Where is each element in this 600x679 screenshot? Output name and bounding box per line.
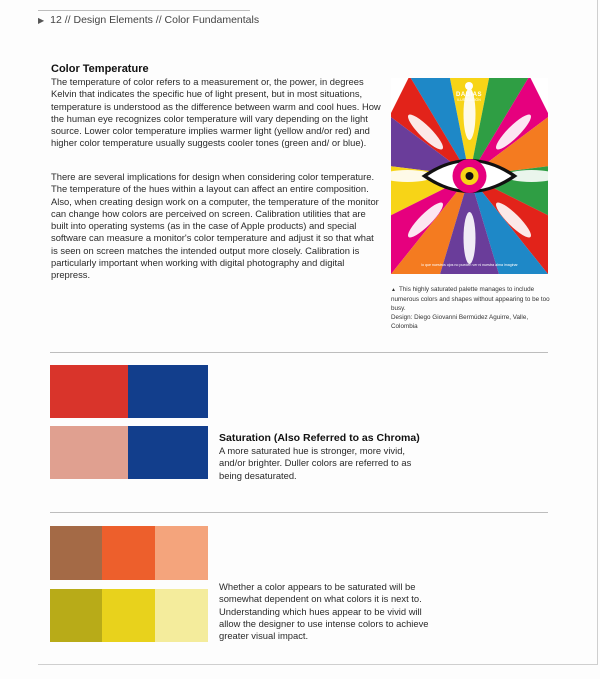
caption-text: This highly saturated palette manages to include numerous colors and shapes without appearing to be too busy. xyxy=(391,286,550,312)
color-temperature-paragraph-2 xyxy=(51,171,381,282)
saturation-text: A more saturated hue is stronger, more vivid, and/or brighter. Duller colors are referred to as being desaturated. xyxy=(219,445,412,481)
running-header xyxy=(38,14,259,26)
header-rule xyxy=(38,10,250,11)
poster-image xyxy=(391,78,548,274)
image-caption xyxy=(391,285,551,331)
context-text: Whether a color appears to be saturated will be somewhat dependent on what colors it is next to. Understanding which hues appear to be vivid will allow the designer to use intense colors to achieve greater visual impact. xyxy=(219,581,429,642)
section-divider xyxy=(50,352,548,353)
swatch-orange xyxy=(102,526,155,580)
swatch-olive xyxy=(50,589,102,642)
triangle-right-icon: ▶ xyxy=(38,16,45,25)
running-title: 12 // Design Elements // Color Fundamentals xyxy=(50,14,260,26)
poster-logo-word: DABIAS xyxy=(455,92,482,98)
logo-mark-icon xyxy=(465,82,473,90)
swatch-peach xyxy=(155,526,208,580)
swatch-saturated-blue xyxy=(128,365,208,418)
section-divider xyxy=(50,512,548,513)
color-temperature-paragraph-1 xyxy=(51,76,381,150)
color-temperature-heading: Color Temperature xyxy=(51,63,149,75)
poster-logo-sub: ILUSTRACIÓN xyxy=(457,98,481,102)
swatch-saturated-blue-2 xyxy=(128,426,208,479)
swatch-brown xyxy=(50,526,102,580)
swatch-yellow xyxy=(102,589,155,642)
poster-logo xyxy=(446,82,492,102)
swatch-saturated-red xyxy=(50,365,128,418)
saturation-heading: Saturation (Also Referred to as Chroma) xyxy=(219,432,420,444)
triangle-up-icon: ▲ xyxy=(391,287,396,293)
swatch-desaturated-red xyxy=(50,426,128,479)
paragraph-text: The temperature of color refers to a measurement or, the power, in degrees Kelvin that indicates the specific hue of light present, but in most situations, temperature is understood as the difference between warm and cool hues. How the human eye recognizes color temperature will vary depending on the light source. Lower color temperature implies warmer light (yellow and/or red) and higher color temperature usually suggests cooler tones (green and/ or blue). xyxy=(51,76,381,149)
caption-credit: Design: Diego Giovanni Bermúdez Aguirre, Valle, Colombia xyxy=(391,314,529,330)
poster-bottom-text: lo que nuestros ojos no pueden ver ni nuestra alma imaginar xyxy=(421,263,518,267)
paragraph-text: There are several implications for design when considering color temperature. The temperature of the hues within a layout can affect an entire composition. Also, when creating design work on a computer, the temperature of the monitor can change how colors are perceived on screen. Calibration utilities that are built into operating systems (as in the case of Apple products) and special software can measure a monitor's color temperature and adjust it so that what is seen on screen matches the intended output more closely. Calibration is particularly important when working with digital photography and digital prepress. xyxy=(51,171,379,281)
swatch-pale-yellow xyxy=(155,589,208,642)
